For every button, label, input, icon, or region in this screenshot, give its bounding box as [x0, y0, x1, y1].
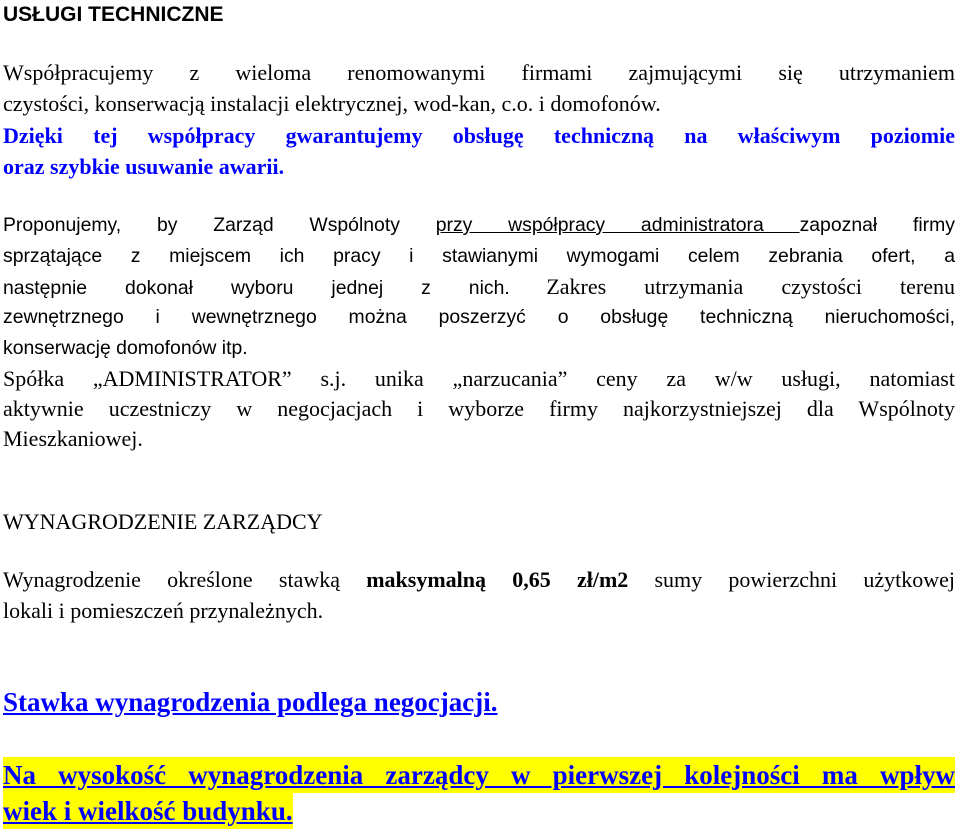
fee-line1-text-b: sumy powierzchni użytkowej: [628, 567, 955, 592]
influence-line2-row: [3, 793, 955, 829]
fee-line1-text-a: Wynagrodzenie określone stawką: [3, 567, 367, 592]
influence-line2: wiek i wielkość budynku.: [3, 793, 293, 829]
fee-line1: [3, 564, 955, 595]
para2-line1: [3, 210, 955, 241]
para2-line1-text-b: zapoznał firmy: [799, 214, 955, 236]
negotiation-note: Stawka wynagrodzenia podlega negocjacji.: [3, 687, 498, 717]
influence-note: [3, 757, 955, 829]
para1-line4: oraz szybkie usuwanie awarii.: [3, 154, 285, 179]
para2-line5: konserwację domofonów itp.: [3, 337, 248, 359]
para2-line8: Mieszkaniowej.: [3, 426, 143, 451]
para1-line2: czystości, konserwacją instalacji elektrycznej, wod-kan, c.o. i domofonów.: [3, 91, 661, 116]
para2-line7: aktywnie uczestniczy w negocjacjach i wyborze firmy najkorzystniejszej dla Wspólnoty: [3, 396, 955, 421]
para1-line3: Dzięki tej współpracy gwarantujemy obsługę techniczną na właściwym poziomie: [3, 123, 955, 148]
section-heading-manager-fee: WYNAGRODZENIE ZARZĄDCY: [3, 509, 323, 534]
influence-line1: Na wysokość wynagrodzenia zarządcy w pierwszej kolejności ma wpływ: [3, 760, 955, 790]
para2-line4: zewnętrznego i wewnętrznego można poszerzyć o obsługę techniczną nieruchomości,: [3, 306, 955, 328]
fee-line2: lokali i pomieszczeń przynależnych.: [3, 598, 324, 623]
para2-line1-text-a: Proponujemy, by Zarząd Wspólnoty: [3, 214, 436, 236]
para2-line3-sans: następnie dokonał wyboru jednej z nich.: [3, 277, 510, 299]
para2-line6: Spółka „ADMINISTRATOR” s.j. unika „narzucania” ceny za w/w usługi, natomiast: [3, 366, 955, 391]
para2-line2: sprzątające z miejscem ich pracy i stawianymi wymogami celem zebrania ofert, a: [3, 245, 955, 267]
fee-max-rate: maksymalną 0,65 zł/m2: [366, 567, 629, 592]
para2-line3-serif: Zakres utrzymania czystości terenu: [546, 274, 955, 299]
para2-line1-underlined: przy współpracy administratora: [435, 214, 800, 236]
influence-line1-highlight: [3, 757, 955, 793]
para1-line1: Współpracujemy z wieloma renomowanymi firmami zajmującymi się utrzymaniem: [3, 60, 955, 85]
section-heading-technical-services: USŁUGI TECHNICZNE: [3, 3, 224, 26]
para2-line3: [3, 271, 955, 302]
